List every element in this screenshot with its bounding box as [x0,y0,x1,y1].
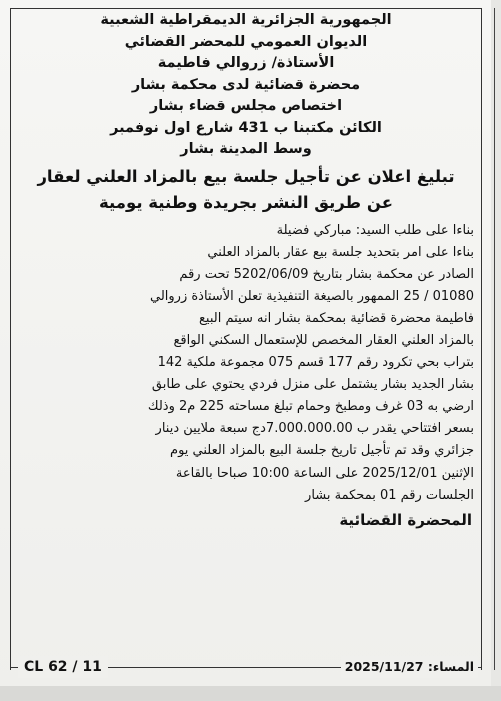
column-divider [494,8,495,670]
body-line: 01080 / 25 الممهور بالصيغة التنفيذية تعلن الأستاذة زروالي [150,288,474,304]
notice-body [18,220,474,507]
body-line: ارضي به 03 غرف ومطبخ وحمام تبلغ مساحته 225 م2 وذلك [147,399,474,415]
notice-title [14,164,478,216]
header-line: محضرة قضائية لدى محكمة بشار [131,76,361,93]
publication-date: المساء: 2025/11/27 [341,656,478,678]
body-line: بسعر افتتاحي يقدر ب 7.000.000.00دج سبعة ملايين دينار [155,421,474,437]
body-line: بناءا على امر بتحديد جلسة بيع عقار بالمزاد العلني [207,244,474,260]
body-line: بشار الجديد بشار يشتمل على منزل فردي يحتوي على طابق [151,377,474,393]
body-line: الجلسات رقم 01 بمحكمة بشار [305,487,474,503]
header-line: اختصاص مجلس قضاء بشار [149,98,343,114]
body-line: جزائري وقد تم تأجيل تاريخ جلسة البيع بالمزاد العلني يوم [170,443,474,459]
header-line: وسط المدينة بشار [180,141,312,157]
ad-code: CL 62 / 11 [18,656,108,678]
header-line: الديوان العمومي للمحضر القضائي [124,33,368,50]
title-line: تبليغ اعلان عن تأجيل جلسة بيع بالمزاد العلني لعقار [37,166,455,186]
body-line: فاطيمة محضرة قضائية بمحكمة بشار انه سيتم البيع [199,310,474,326]
body-line: الصادر عن محكمة بشار بتاريخ 5202/06/09 تحت رقم [179,266,474,282]
intro-line: بناءا على طلب السيد: مباركي فضيلة [276,222,474,238]
legal-notice [14,10,478,529]
body-line: بتراب بحي تكرود رقم 177 قسم 075 مجموعة ملكية 142 [157,355,474,371]
header-line: الأستاذة/ زروالي فاطيمة [157,55,335,71]
title-line: عن طريق النشر بجريدة وطنية يومية [99,192,393,212]
header-line: الجمهورية الجزائرية الديمقراطية الشعبية [100,12,392,28]
body-line: بالمزاد العلني العقار المخصص للإستعمال السكني الواقع [173,332,474,348]
body-line: الإثنين 2025/12/01 على الساعة 10:00 صباحا بالقاعة [175,465,474,481]
notice-footer [10,656,482,678]
notice-header [14,10,478,161]
signature: المحضرة القضائية [339,510,472,529]
page-bottom-band [0,686,501,701]
header-line: الكائن مكتبنا ب 431 شارع اول نوفمبر [110,119,382,136]
adjacent-column-edge [491,0,501,701]
